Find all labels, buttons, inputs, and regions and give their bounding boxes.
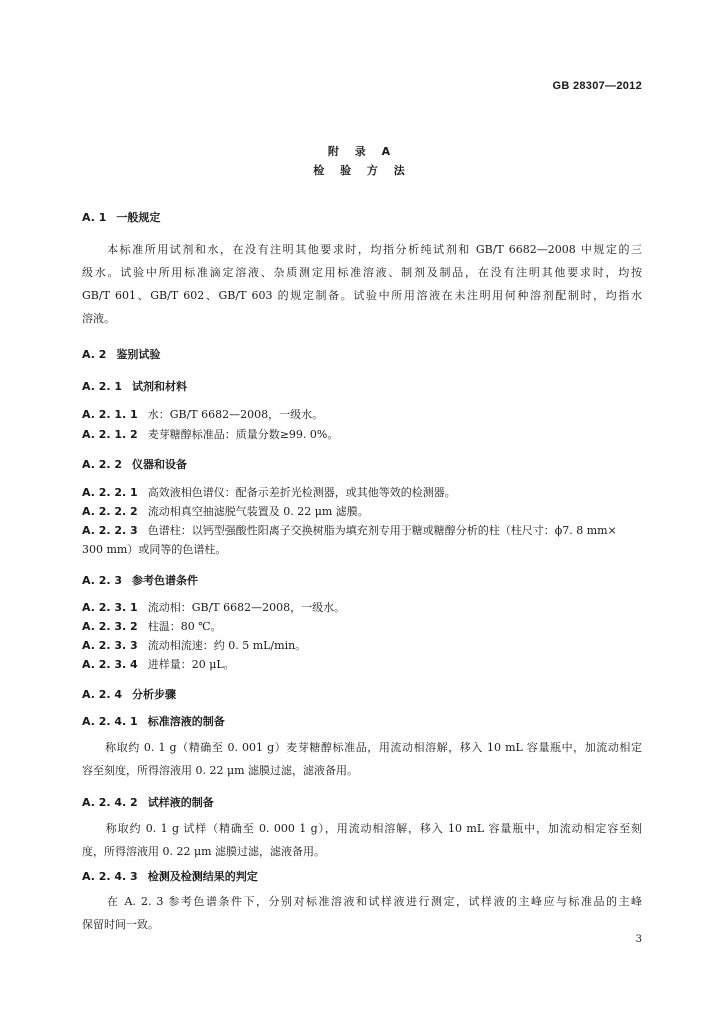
section-title: 仪器和设备 <box>132 458 188 471</box>
paragraph-line: 容至刻度，所得溶液用 0. 22 μm 滤膜过滤，滤液备用。 <box>82 764 359 777</box>
section-title: 参考色谱条件 <box>132 574 199 587</box>
section-a242-paragraph <box>82 817 642 863</box>
clause-a234 <box>82 656 235 672</box>
section-title: 试样液的制备 <box>147 796 214 809</box>
section-title: 标准溶液的制备 <box>147 715 225 728</box>
clause-text: 流动相真空抽滤脱气装置及 0. 22 μm 滤膜。 <box>147 505 369 518</box>
section-title: 试剂和材料 <box>132 380 188 393</box>
clause-text: 麦芽糖醇标准品：质量分数≥99. 0%。 <box>147 428 339 441</box>
clause-text: 流动相：GB/T 6682—2008，一级水。 <box>147 601 346 614</box>
section-heading-a241 <box>82 713 225 729</box>
section-a241-paragraph <box>82 736 642 782</box>
section-heading-a21 <box>82 378 187 394</box>
clause-a223-continuation <box>82 541 226 557</box>
section-heading-a243 <box>82 868 258 884</box>
clause-number: A. 2. 2. 1 <box>82 486 138 499</box>
clause-number: A. 2. 2. 2 <box>82 505 138 518</box>
clause-a231 <box>82 599 345 615</box>
clause-number: A. 2. 3. 1 <box>82 601 138 614</box>
section-title: 一般规定 <box>116 211 161 224</box>
section-number: A. 2. 2 <box>82 458 123 471</box>
paragraph-line: 在 A. 2. 3 参考色谱条件下，分别对标准溶液和试样液进行测定，试样液的主峰应与标准品的主峰 <box>82 895 642 908</box>
section-title: 鉴别试验 <box>116 348 161 361</box>
clause-text: 流动相流速：约 0. 5 mL/min。 <box>147 639 307 652</box>
clause-a233 <box>82 637 306 653</box>
clause-number: A. 2. 3. 4 <box>82 658 138 671</box>
section-heading-a22 <box>82 456 187 472</box>
section-number: A. 2 <box>82 348 107 361</box>
section-title: 检测及检测结果的判定 <box>147 870 258 883</box>
paragraph-line: 溶液。 <box>82 312 115 325</box>
paragraph-line: 保留时间一致。 <box>82 918 159 931</box>
section-number: A. 1 <box>82 211 107 224</box>
section-number: A. 2. 4. 1 <box>82 715 138 728</box>
clause-a222 <box>82 503 369 519</box>
annex-label: 附 录 A <box>327 145 397 158</box>
section-number: A. 2. 1 <box>82 380 123 393</box>
section-number: A. 2. 3 <box>82 574 123 587</box>
clause-number: A. 2. 2. 3 <box>82 524 138 537</box>
paragraph-line: GB/T 601、GB/T 602、GB/T 603 的规定制备。试验中所用溶液在未注明用何种溶剂配制时，均指水 <box>82 289 642 302</box>
clause-a221 <box>82 484 456 500</box>
clause-a232 <box>82 618 222 634</box>
section-number: A. 2. 4. 2 <box>82 796 138 809</box>
clause-a212 <box>82 426 338 442</box>
clause-number: A. 2. 1. 1 <box>82 408 138 421</box>
clause-text: 色谱柱：以钙型强酸性阳离子交换树脂为填充剂专用于糖或糖醇分析的柱（柱尺寸：ϕ7. 8 mm× <box>147 524 617 537</box>
clause-number: A. 2. 3. 3 <box>82 639 138 652</box>
clause-text: 300 mm）或同等的色谱柱。 <box>82 543 227 556</box>
clause-text: 柱温：80 ℃。 <box>147 620 222 633</box>
section-number: A. 2. 4. 3 <box>82 870 138 883</box>
standard-code: GB 28307—2012 <box>552 80 642 92</box>
section-heading-a1 <box>82 209 160 225</box>
paragraph-line: 度，所得溶液用 0. 22 μm 滤膜过滤，滤液备用。 <box>82 845 326 858</box>
clause-a211 <box>82 406 323 422</box>
clause-text: 水：GB/T 6682—2008，一级水。 <box>147 408 324 421</box>
clause-number: A. 2. 1. 2 <box>82 428 138 441</box>
page-number: 3 <box>635 934 642 945</box>
section-heading-a2 <box>82 346 160 362</box>
paragraph-line: 称取约 0. 1 g 试样（精确至 0. 000 1 g），用流动相溶解，移入 10 mL 容量瓶中，加流动相定容至刻 <box>82 822 642 835</box>
clause-a223 <box>82 522 617 538</box>
section-heading-a24 <box>82 686 176 702</box>
paragraph-line: 级水。试验中所用标准滴定溶液、杂质测定用标准溶液、制剂及制品，在没有注明其他要求时，均按 <box>82 266 642 279</box>
clause-text: 进样量：20 μL。 <box>147 658 235 671</box>
paragraph-line: 称取约 0. 1 g（精确至 0. 001 g）麦芽糖醇标准品，用流动相溶解，移入 10 mL 容量瓶中，加流动相定 <box>82 741 642 754</box>
section-heading-a242 <box>82 794 214 810</box>
paragraph-line: 本标准所用试剂和水，在没有注明其他要求时，均指分析纯试剂和 GB/T 6682—2008 中规定的三 <box>82 243 642 256</box>
annex-title: 检 验 方 法 <box>313 164 411 177</box>
clause-number: A. 2. 3. 2 <box>82 620 138 633</box>
section-title: 分析步骤 <box>132 688 177 701</box>
section-number: A. 2. 4 <box>82 688 123 701</box>
clause-text: 高效液相色谱仪：配备示差折光检测器，或其他等效的检测器。 <box>147 486 456 499</box>
section-heading-a23 <box>82 572 198 588</box>
section-a1-paragraph <box>82 238 642 330</box>
section-a243-paragraph <box>82 890 642 936</box>
